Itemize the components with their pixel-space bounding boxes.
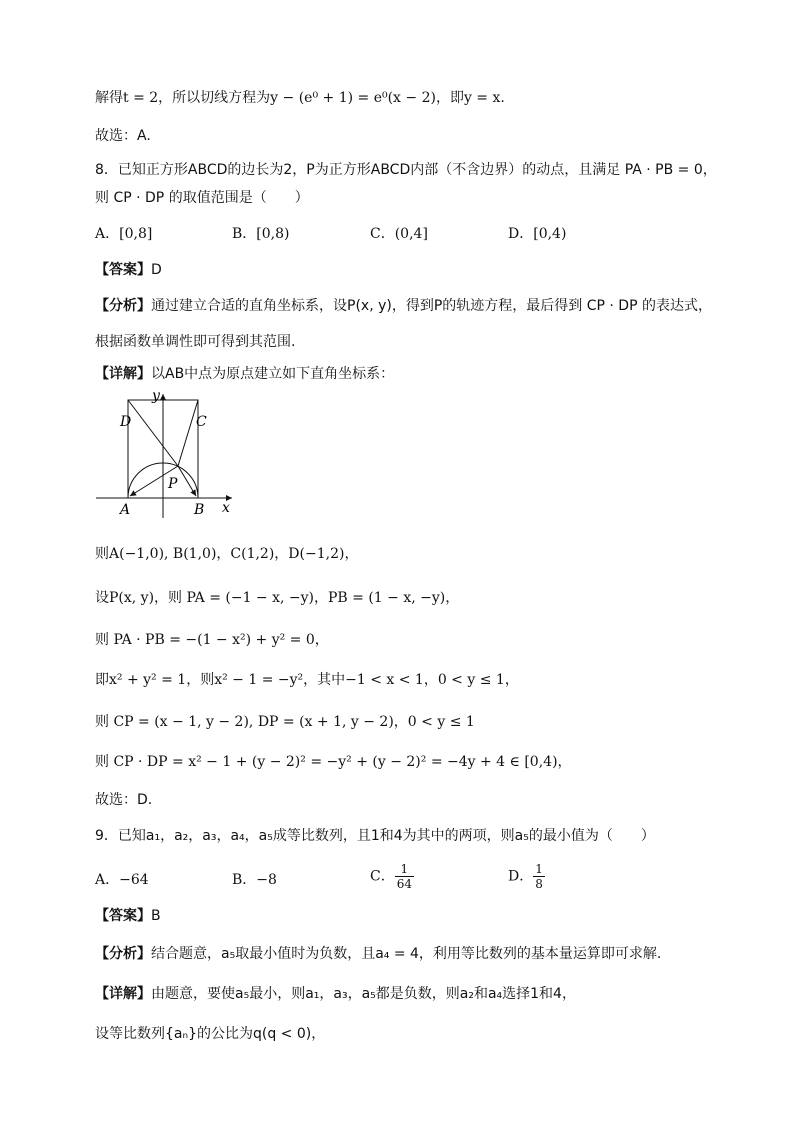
answer-tag: 【答案】	[95, 262, 151, 278]
answer-value: B	[151, 908, 161, 924]
label-b: B	[194, 502, 205, 518]
answer-value: D	[151, 262, 162, 278]
answer-tag: 【答案】	[95, 908, 151, 924]
detail-line-cont: 设等比数列{aₙ}的公比为q(q < 0)，	[95, 1026, 326, 1042]
analysis-tag: 【分析】	[95, 946, 151, 962]
option-b	[232, 870, 277, 890]
option-label: D．	[508, 868, 534, 885]
question-8-stem-cont: 则 CP · DP 的取值范围是（ ）	[95, 190, 309, 206]
detail-line	[95, 984, 576, 1004]
coordinate-figure	[92, 388, 242, 520]
detail-tag: 【详解】	[95, 366, 151, 382]
option-label: A．	[95, 872, 120, 888]
option-a	[95, 224, 152, 244]
option-label: C．	[370, 868, 395, 885]
question-8-stem: 8．已知正方形ABCD的边长为2，P为正方形ABCD内部（不含边界）的动点，且满足 PA · PB = 0，	[95, 162, 717, 178]
option-label: C．	[370, 226, 395, 242]
fraction	[533, 862, 545, 891]
step-4: 即x² + y² = 1，则x² − 1 = −y²，其中−1 < x < 1，0 < y ≤ 1，	[95, 672, 519, 688]
question-9-stem: 9．已知a₁，a₂，a₃，a₄，a₅成等比数列，且1和4为其中的两项，则a₅的最小值为（ ）	[95, 828, 655, 844]
label-a: A	[120, 502, 131, 518]
fraction-denominator: 64	[396, 877, 412, 891]
step-1: 则A(−1,0), B(1,0)，C(1,2)，D(−1,2)，	[95, 546, 359, 562]
label-c: C	[196, 414, 207, 430]
choice-line: 故选：A.	[95, 128, 151, 144]
solution-conclusion-line: 解得t = 2，所以切线方程为y − (e⁰ + 1) = e⁰(x − 2)，即y = x.	[95, 90, 505, 106]
analysis-line	[95, 296, 712, 316]
step-3: 则 PA · PB = −(1 − x²) + y² = 0，	[95, 632, 329, 648]
line-dp	[128, 400, 178, 466]
option-value: −64	[119, 872, 149, 888]
option-c	[370, 862, 414, 891]
answer-line	[95, 260, 162, 280]
detail-text: 由题意，要使a₅最小，则a₁，a₃，a₅都是负数，则a₂和a₄选择1和4，	[151, 986, 576, 1002]
option-value: [0,8]	[119, 226, 153, 242]
fraction-denominator: 8	[535, 877, 543, 891]
option-c	[370, 224, 428, 244]
option-label: B．	[232, 226, 257, 242]
analysis-text: 结合题意，a₅取最小值时为负数，且a₄ = 4，利用等比数列的基本量运算即可求解.	[151, 946, 662, 962]
analysis-text: 通过建立合适的直角坐标系，设P(x, y)，得到P的轨迹方程，最后得到 CP · DP 的表达式，	[151, 298, 712, 314]
option-d	[508, 862, 545, 891]
option-label: A．	[95, 226, 120, 242]
detail-tag: 【详解】	[95, 986, 151, 1002]
step-5: 则 CP = (x − 1, y − 2), DP = (x + 1, y − 2)，0 < y ≤ 1	[95, 714, 475, 730]
option-label: D．	[508, 226, 534, 242]
line-cp	[178, 400, 198, 466]
option-d	[508, 224, 566, 244]
fraction-numerator: 1	[395, 862, 414, 877]
option-value: [0,4)	[533, 226, 567, 242]
option-value: [0,8)	[256, 226, 290, 242]
label-d: D	[120, 414, 132, 430]
analysis-line-cont: 根据函数单调性即可得到其范围.	[95, 334, 296, 350]
label-x: x	[222, 500, 230, 516]
option-a	[95, 870, 149, 890]
label-p: P	[168, 476, 178, 492]
label-y: y	[152, 388, 160, 404]
option-b	[232, 224, 290, 244]
analysis-line	[95, 944, 661, 964]
fraction	[395, 862, 414, 891]
step-7: 故选：D.	[95, 792, 153, 808]
option-value: −8	[256, 872, 277, 888]
option-label: B．	[232, 872, 257, 888]
step-2: 设P(x, y)，则 PA = (−1 − x, −y)，PB = (1 − x, −y)，	[95, 590, 460, 606]
answer-line	[95, 906, 161, 926]
option-value: (0,4]	[394, 226, 428, 242]
detail-line	[95, 364, 394, 384]
step-6: 则 CP · DP = x² − 1 + (y − 2)² = −y² + (y − 2)² = −4y + 4 ∈ [0,4)，	[95, 754, 572, 770]
fraction-numerator: 1	[535, 862, 543, 876]
detail-text: 以AB中点为原点建立如下直角坐标系：	[151, 366, 395, 382]
analysis-tag: 【分析】	[95, 298, 151, 314]
